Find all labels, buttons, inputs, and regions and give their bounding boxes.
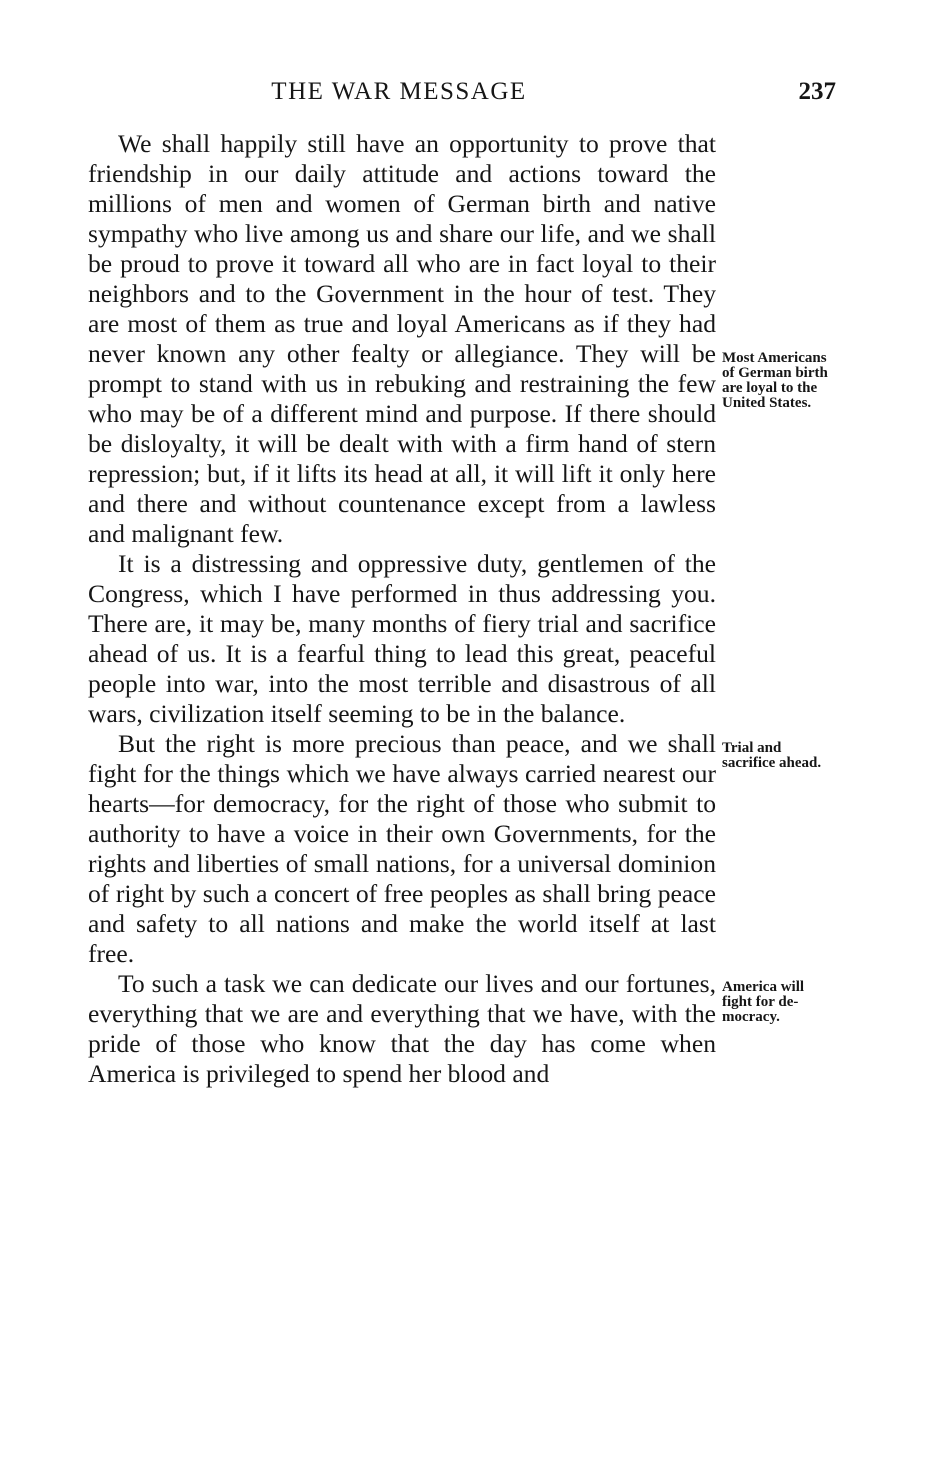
sidenote-fight-democracy: America will fight for democracy. xyxy=(722,979,805,1025)
running-title: THE WAR MESSAGE xyxy=(271,78,527,105)
sidenote-loyal-americans: Most Americans of German birth are loyal to the United States. xyxy=(722,350,828,411)
running-head xyxy=(88,74,836,110)
paragraph-loyal-germans: We shall happily still have an opportunity to prove that friendship in our daily attitude and actions toward the millions of men and women of German birth and native sympathy who live among us and share our life, and we shall be proud to prove it toward all who are in fact loyal to their neighbors and to the Government in the hour of test. They are most of them as true and loyal Americans as if they had never known any other fealty or allegiance. They will be prompt to stand with us in rebuking and restraining the few who may be of a different mind and purpose. If there should be disloyalty, it will be dealt with with a firm hand of stern repression; but, if it lifts its head at all, it will lift it only here and there and without countenance except from a lawless and malignant few. xyxy=(88,129,716,548)
paragraph-distressing-duty: It is a distressing and oppressive duty, gentlemen of the Congress, which I have performed in thus addressing you. There are, it may be, many months of fiery trial and sacrifice ahead of us. It is a fearful thing to lead this great, peaceful people into war, into the most terrible and disastrous of all wars, civilization itself seeming to be in the balance. xyxy=(88,549,716,728)
paragraph-dedicate-lives: To such a task we can dedicate our lives and our fortunes, everything that we are and everything that we have, with the pride of those who know that the day has come when America is privileged to spend her blood and xyxy=(88,969,716,1088)
body-text xyxy=(88,129,716,1089)
page-number: 237 xyxy=(798,78,836,105)
paragraph-right-precious: But the right is more precious than peace, and we shall fight for the things which we have always carried nearest our hearts—for democracy, for the right of those who submit to authority to have a voice in their own Governments, for the rights and liberties of small nations, for a universal dominion of right by such a concert of free peoples as shall bring peace and safety to all nations and make the world itself at last free. xyxy=(88,729,716,968)
sidenote-trial-sacrifice: Trial and sacrifice ahead. xyxy=(722,740,822,771)
